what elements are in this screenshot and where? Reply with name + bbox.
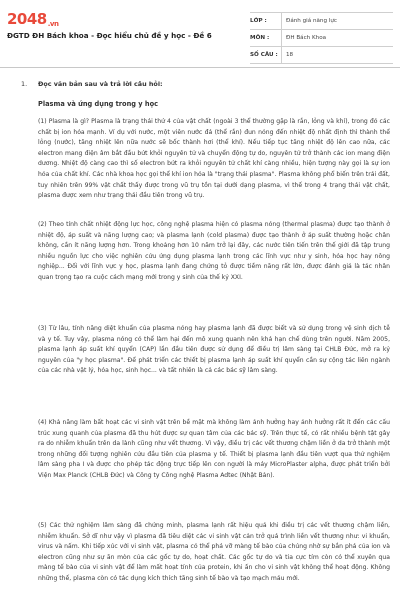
info-value: Đánh giá năng lực [286,18,337,24]
divider [281,13,282,29]
question-number: 1. [21,80,28,88]
document-title: ĐGTD ĐH Bách khoa - Đọc hiểu chủ đề y học - Đề 6 [7,31,212,40]
logo-suffix: .vn [47,20,59,28]
passage-paragraph: (1) Plasma là gì? Plasma là trạng thái thứ 4 của vật chất (ngoài 3 thể thường gặp là rắn, lỏng và khí), trong đó các chất bị ion hóa mạnh. Ví dụ với nước, một viên nước đá (thể rắn) đun nóng đến nhiệt độ nhất định thì thành thể lỏng (nước), tăng nhiệt lên nữa nước sẽ bốc thành hơi (thể khí). Nếu tiếp tục tăng nhiệt độ lên cao nữa, các electron mang điện âm bắt đầu bứt khỏi nguyên tử và chuyển động tự do, nguyên tử trở thành các ion mang điện dương. Nhiệt độ càng cao thì số electron bứt ra khỏi nguyên tử chất khí càng nhiều, hiện tượng này gọi là sự ion hóa của chất khí. Các nhà khoa học gọi thể khí ion hóa là "trạng thái plasma". Plasma không phổ biến trên trái đất, tuy nhiên trên 99% vật chất thấy được trong vũ trụ tồn tại dưới dạng plasma, vì thế trong 4 trạng thái vật chất, plasma được xem như trạng thái đầu tiên trong vũ trụ. [38,118,390,200]
header-divider [0,67,400,68]
info-row-class [250,13,393,30]
passage-paragraph: (3) Từ lâu, tính năng diệt khuẩn của plasma nóng hay plasma lạnh đã được biết và sử dụng trong vệ sinh dịch tễ và y tế. Tuy vậy, plasma nóng có thể làm hại đến mô xung quanh nên khá hạn chế dùng trên người. Năm 2005, plasma lạnh áp suất khí quyển (CAP) lần đầu tiên được sử dụng để điều trị lâm sàng tại CHLB Đức, mở ra kỷ nguyên của "y học plasma". Để phát triển các thiết bị plasma lạnh áp suất khí quyển cần sự cộng tác liên ngành của các nhà vật lý, hóa học, sinh học... và tất nhiên là cả các bác sỹ lâm sàng. [38,325,390,375]
divider [281,30,282,46]
info-label: SỐ CÂU : [250,52,278,58]
info-value: 18 [286,52,294,58]
passage-title: Plasma và ứng dụng trong y học [38,100,159,108]
info-label: MÔN : [250,35,270,41]
site-logo[interactable] [7,10,58,28]
passage-paragraph: (2) Theo tính chất nhiệt động lực học, công nghệ plasma hiện có plasma nóng (thermal plasma) được tạo thành ở nhiệt độ, áp suất và năng lượng cao; và plasma lạnh (cold plasma) được tạo thành ở áp suất thường hoặc chân không, cần ít năng lượng hơn. Trong khoảng hơn 10 năm trở lại đây, các nước tiên tiến trên thế giới đã tập trung nhiều nguồn lực cho việc nghiên cứu ứng dụng plasma lạnh trong các lĩnh vực như y sinh, hóa học hay nông nghiệp... Đối với lĩnh vực y học, plasma lạnh đang chứng tỏ được tiềm năng rất lớn, được đánh giá là tác nhân quan trọng tạo ra cuộc cách mạng mới trong y sinh của thế kỷ XXI. [38,221,390,281]
passage-paragraph: (4) Khả năng làm bất hoạt các vi sinh vật trên bề mặt mà không làm ảnh hưởng hay ảnh hưởng rất ít đến các cấu trúc xung quanh của plasma đã thu hút được sự quan tâm của các bác sỹ. Trên thực tế, có rất nhiều bệnh tật gây ra do nhiễm khuẩn trên da lành cũng như vết thương. Vì vậy, điều trị các vết thương chậm liền ở da trở thành một trong những đối tượng nghiên cứu đầu tiên của plasma y tế. Thiết bị plasma lạnh đầu tiên vượt qua thử nghiệm lâm sàng pha I và được cho phép tác động trực tiếp lên con người là máy MicroPlaster alpha, được phát triển bởi Viện Max Planck (CHLB Đức) và Công ty Công nghệ Plasma Adtec (Nhật Bản). [38,419,390,479]
divider [281,47,282,63]
info-value: ĐH Bách Khoa [286,35,327,41]
info-table [250,12,393,64]
logo-main: 2048 [7,10,47,28]
page-header [0,0,400,72]
passage-paragraph: (5) Các thử nghiệm lâm sàng đã chứng minh, plasma lạnh rất hiệu quả khi điều trị các vết thương chậm liền, nhiễm khuẩn. Sở dĩ như vậy vì plasma đã tiêu diệt các vi sinh vật cản trở quá trình liền vết thương như: vi khuẩn, virus và nấm. Khi tiếp xúc với vi sinh vật, plasma có thể phá vỡ màng tế bào của chúng nhờ sự bắn phá của ion và electron cũng như sự ăn mòn của các gốc tự do, hoạt chất. Các gốc tự do và tia cực tím còn có thể xuyên qua màng tế bào của vi sinh vật để làm mất hoạt tính của protein, khi ấn cho vi sinh vật không thể hoạt động. Không những thế, plasma còn có tác dụng kích thích tăng sinh tế bào và tạo mạch máu mới. [38,522,390,582]
info-label: LỚP : [250,18,267,24]
question-instruction: Đọc văn bản sau và trả lời câu hỏi: [38,80,163,88]
info-row-question-count [250,47,393,64]
info-row-subject [250,30,393,47]
